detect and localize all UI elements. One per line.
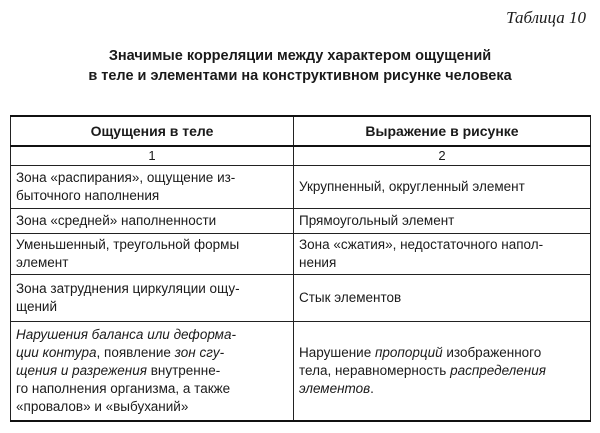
italic-term: элементов (299, 381, 371, 396)
cell-text-line: элемент (16, 255, 69, 270)
italic-term: распределения (450, 363, 546, 378)
cell-text-line: Уменьшенный, треугольной формы (16, 237, 240, 252)
cell-text-line: Зона «сжатия», недостаточного напол- (299, 237, 544, 252)
cell-text: тела, неравномерность (299, 363, 451, 378)
cell-sensation (11, 166, 294, 209)
cell-text-line: щений (16, 299, 58, 314)
table-row (11, 234, 591, 275)
cell-text-line: Зона «распирания», ощущение из- (16, 170, 236, 185)
header-row (11, 116, 591, 146)
table-row (11, 209, 591, 234)
cell-expression (294, 234, 591, 275)
header-expression: Выражение в рисунке (294, 116, 591, 146)
title-line-1: Значимые корреляции между характером ощущений (108, 48, 492, 64)
table-caption: Таблица 10 (506, 8, 586, 27)
cell-text-line: быточного наполнения (16, 188, 160, 203)
header-sensations: Ощущения в теле (11, 116, 294, 146)
column-number-1: 1 (11, 146, 294, 166)
italic-term: ции контура (16, 345, 97, 360)
cell-text: , появление (96, 345, 175, 360)
cell-text: Нарушение (299, 345, 375, 360)
cell-text-line: го наполнения организма, а также (16, 381, 231, 396)
cell-expression: Укрупненный, округленный элемент (294, 166, 591, 209)
cell-text: изображенного (442, 345, 542, 360)
cell-text: внутренне- (146, 363, 221, 378)
table-row (11, 166, 591, 209)
cell-expression (294, 322, 591, 422)
title-line-2: в теле и элементами на конструктивном рисунке человека (88, 68, 512, 84)
italic-term: щения и разрежения (16, 363, 147, 378)
cell-sensation: Зона «средней» наполненности (11, 209, 294, 234)
italic-term: пропорций (374, 345, 443, 360)
column-number-2: 2 (294, 146, 591, 166)
cell-sensation (11, 275, 294, 322)
cell-expression: Стык элементов (294, 275, 591, 322)
cell-sensation (11, 234, 294, 275)
italic-term: Нарушения баланса или деформа- (16, 327, 236, 342)
table-row (11, 275, 591, 322)
table-row (11, 322, 591, 422)
table-title (0, 46, 600, 86)
italic-term: зон сгу- (174, 345, 225, 360)
cell-expression: Прямоугольный элемент (294, 209, 591, 234)
cell-text: . (370, 381, 374, 396)
column-numbers-row (11, 146, 591, 166)
cell-text-line: нения (299, 255, 337, 270)
correlation-table (10, 115, 591, 422)
cell-sensation (11, 322, 294, 422)
cell-text-line: Зона затруднения циркуляции ощу- (16, 281, 240, 296)
cell-text-line: «провалов» и «выбуханий» (16, 399, 189, 414)
